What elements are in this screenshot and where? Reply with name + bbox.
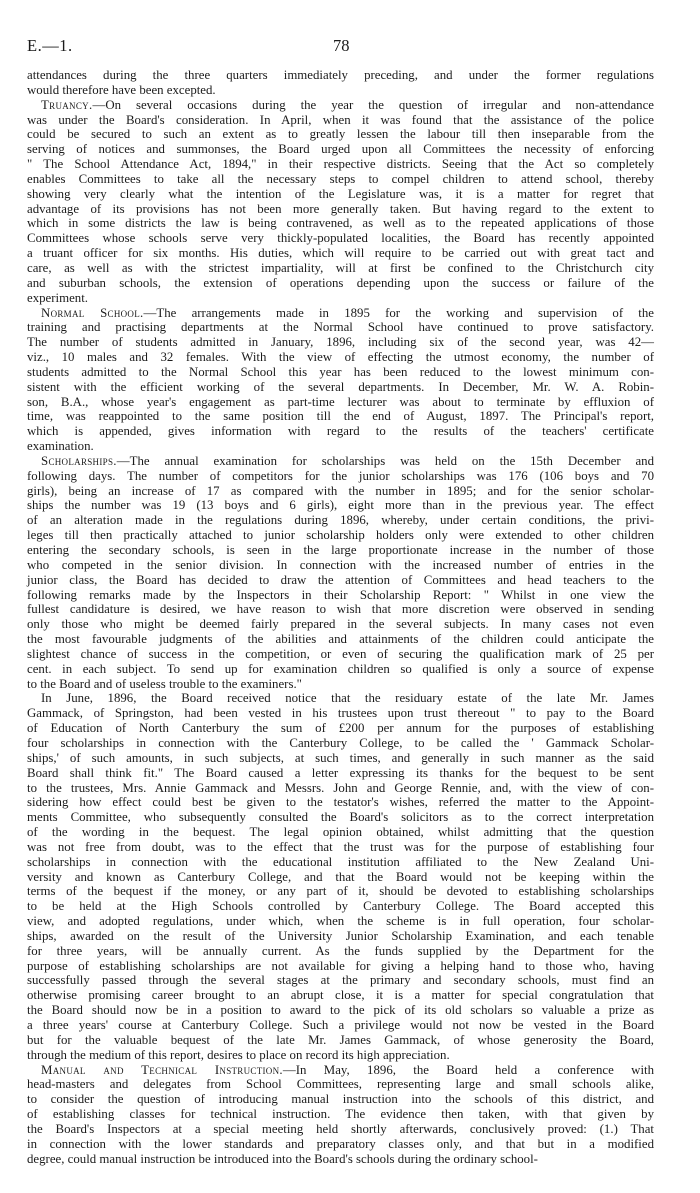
- text-line: [27, 454, 654, 469]
- text-line: [27, 1063, 654, 1078]
- line-text: —In May, 1896, the Board held a conference with: [282, 1062, 654, 1077]
- text-line: [27, 988, 654, 1003]
- line-text: to the trustees, Mrs. Annie Gammack and Messrs. John and George Rennie, and, with the view of con-: [27, 780, 654, 795]
- line-text: ships,' of such amounts, in such subjects, at such times, and generally in such manner as the said: [27, 750, 654, 765]
- text-line: [27, 172, 654, 187]
- line-text: to be held at the High Schools controlled by Canterbury College. The Board accepted this: [27, 899, 654, 914]
- line-text: care, as well as with the strictest impartiality, will at first be confined to the Christchurch city: [27, 260, 654, 275]
- paragraph: [27, 98, 654, 306]
- text-line: [27, 721, 654, 736]
- text-line: [27, 1033, 654, 1048]
- line-text: terms of the bequest if the money, or any part of it, should be devoted to establishing scholarships: [27, 884, 654, 899]
- line-text: ments Committee, who subsequently consulted the Board's solicitors as to the correct interpretation: [27, 810, 654, 825]
- text-line: [27, 202, 654, 217]
- text-line: [27, 617, 654, 632]
- line-text: of the wording in the bequest. The legal opinion obtained, whilst admitting that the question: [27, 825, 654, 840]
- paragraph: [27, 454, 654, 692]
- text-line: [27, 899, 654, 914]
- line-text: Gammack, of Springston, had been vested in his trustees upon trust thereout " to pay to the Board: [27, 706, 654, 721]
- text-line: [27, 677, 654, 692]
- line-text: Board shall think fit." The Board caused a letter expressing its thanks for the bequest to be sent: [27, 765, 654, 780]
- text-line: [27, 83, 654, 98]
- line-text: versity and known as Canterbury College, and that the Board would not be keeping within the: [27, 869, 654, 884]
- text-line: [27, 840, 654, 855]
- line-text: in connection with the lower standards and preparatory classes only, and that but in a modified: [27, 1136, 654, 1151]
- line-text: for three years, will be annually current. As the funds supplied by the Department for the: [27, 943, 654, 958]
- line-text: slightest chance of success in the competition, or even of securing the qualification mark of 25 per: [27, 646, 654, 661]
- paragraph: [27, 68, 654, 98]
- text-line: [27, 558, 654, 573]
- text-line: [27, 884, 654, 899]
- line-text: girls), being an increase of 17 as compared with the number in 1895; and for the senior scholar-: [27, 483, 654, 498]
- text-line: [27, 543, 654, 558]
- line-text: degree, could manual instruction be introduced into the Board's schools during the ordinary school-: [27, 1151, 538, 1166]
- line-text: four scholarships in connection with the Canterbury College, to be called the ' Gammack Scholar-: [27, 735, 654, 750]
- text-line: [27, 68, 654, 83]
- line-text: the most favourable judgments of the abilities and attainments of the children could anticipate the: [27, 632, 654, 647]
- text-line: [27, 395, 654, 410]
- text-line: [27, 127, 654, 142]
- document-body: [27, 68, 654, 1166]
- line-text: examination.: [27, 439, 94, 454]
- line-text: fullest candidature is desired, we have reason to wish that more discretion were observed in sending: [27, 602, 654, 617]
- line-text: viz., 10 males and 32 females. With the view of effecting the utmost economy, the number of: [27, 350, 654, 365]
- text-line: [27, 142, 654, 157]
- text-line: [27, 959, 654, 974]
- text-line: [27, 98, 654, 113]
- line-text: ships, awarded on the result of the University Junior Scholarship Examination, and each tenable: [27, 928, 654, 943]
- line-text: junior class, the Board has decided to draw the attention of Committees and head teachers to the: [27, 572, 654, 587]
- text-line: [27, 766, 654, 781]
- text-line: [27, 216, 654, 231]
- line-text: son, B.A., whose year's engagement as part-time lecturer was about to terminate by effluxion of: [27, 394, 654, 409]
- line-text: and suburban schools, the extension of operations depending upon the success or failure of the: [27, 275, 654, 290]
- text-line: [27, 944, 654, 959]
- text-line: [27, 662, 654, 677]
- text-line: [27, 573, 654, 588]
- text-line: [27, 1092, 654, 1107]
- text-line: [27, 187, 654, 202]
- text-line: [27, 647, 654, 662]
- text-line: [27, 1152, 654, 1167]
- line-text: only those who might be deemed fairly prepared in the several subjects. In many cases not even: [27, 617, 654, 632]
- paragraph: [27, 306, 654, 454]
- text-line: [27, 498, 654, 513]
- line-text: to the Board and of useless trouble to the examiners.": [27, 676, 302, 691]
- text-line: [27, 588, 654, 603]
- line-text: following remarks made by the Inspectors in their Scholarship Report: " Whilst in one view the: [27, 587, 654, 602]
- line-text: serving of notices and summonses, the Board urged upon all Committees the necessity of enforcing: [27, 142, 654, 157]
- text-line: [27, 528, 654, 543]
- line-text: The number of students admitted in January, 1896, including six of the second year, was 42—: [27, 335, 654, 350]
- line-text: entering the secondary schools, is seen in the large proportionate increase in the number of those: [27, 543, 654, 557]
- line-text: students admitted to the Normal School this year has been reduced to the lowest minimum con-: [27, 364, 654, 379]
- section-code: E.—1.: [27, 36, 73, 55]
- line-text: ships the number was 19 (13 boys and 6 girls), eight more than in the previous year. The effect: [27, 498, 654, 513]
- paragraph-heading: Normal School.: [41, 305, 144, 320]
- text-line: [27, 973, 654, 988]
- text-line: [27, 350, 654, 365]
- line-text: a three years' course at Canterbury College. Such a privilege would not now be vested in the Board: [27, 1018, 654, 1032]
- text-line: [27, 291, 654, 306]
- line-text: scholarships in connection with the educational institution affiliated to the New Zealand Uni-: [27, 854, 654, 869]
- paragraph: [27, 691, 654, 1062]
- text-line: [27, 380, 654, 395]
- text-line: [27, 276, 654, 291]
- text-line: [27, 1018, 654, 1033]
- line-text: the Board should now be in a position to award to the pick of its old scholars so valuable a prize as: [27, 1003, 654, 1018]
- text-line: [27, 602, 654, 617]
- text-line: [27, 246, 654, 261]
- paragraph-heading: Truancy.: [41, 97, 93, 112]
- text-line: [27, 691, 654, 706]
- line-text: of Education of North Canterbury the sum of £200 per annum for the purposes of establishing: [27, 721, 654, 736]
- line-text: experiment.: [27, 290, 88, 305]
- text-line: [27, 1107, 654, 1122]
- line-text: was under the Board's consideration. In April, when it was found that the assistance of the police: [27, 112, 654, 127]
- line-text: but for the valuable bequest of the late Mr. James Gammack, of whose generosity the Board,: [27, 1032, 654, 1047]
- line-text: which is appended, gives information with regard to the results of the teachers' certificate: [27, 424, 654, 439]
- line-text: cent. in each subject. To send up for examination children so qualified is only a source of expense: [27, 661, 654, 676]
- text-line: [27, 469, 654, 484]
- line-text: following days. The number of competitors for the junior scholarships was 176 (106 boys and 70: [27, 468, 654, 483]
- text-line: [27, 513, 654, 528]
- line-text: otherwise promising career brought to an abrupt close, it is a matter for special congratulation that: [27, 988, 654, 1003]
- text-line: [27, 1077, 654, 1092]
- text-line: [27, 424, 654, 439]
- line-text: training and practising departments at the Normal School have continued to prove satisfactory.: [27, 320, 654, 335]
- text-line: [27, 231, 654, 246]
- text-line: [27, 1122, 654, 1137]
- text-line: [27, 439, 654, 454]
- line-text: the Board's Inspectors at a special meeting held shortly afterwards, conclusively proved: (1.) That: [27, 1121, 654, 1136]
- text-line: [27, 409, 654, 424]
- text-line: [27, 335, 654, 350]
- line-text: Committees whose schools serve very thickly-populated localities, the Board has recently appointed: [27, 231, 654, 246]
- text-line: [27, 157, 654, 172]
- line-text: was not free from doubt, was to the effect that the trust was for the purpose of establishing four: [27, 839, 654, 854]
- line-text: successfully passed through the several stages at the primary and secondary schools, must find an: [27, 973, 654, 988]
- paragraph-heading: Scholarships.: [41, 453, 117, 468]
- text-line: [27, 320, 654, 335]
- line-text: sistent with the efficient working of the several departments. In December, Mr. W. A. Robin-: [27, 379, 654, 394]
- paragraph-heading: Manual and Technical Instruction.: [41, 1062, 283, 1077]
- line-text: could be secured to such an extent as to greatly lessen the labour till then inseparable from the: [27, 127, 654, 142]
- line-text: attendances during the three quarters immediately preceding, and under the former regulations: [27, 68, 654, 82]
- text-line: [27, 929, 654, 944]
- text-line: [27, 736, 654, 751]
- text-line: [27, 810, 654, 825]
- text-line: [27, 1137, 654, 1152]
- paragraph: [27, 1063, 654, 1167]
- line-text: who competed in the senior division. In connection with the increased number of entries in the: [27, 557, 654, 572]
- text-line: [27, 751, 654, 766]
- line-text: —The arrangements made in 1895 for the working and supervision of the: [143, 305, 654, 320]
- text-line: [27, 306, 654, 321]
- line-text: of an alteration made in the regulations during 1896, whereby, under certain conditions, the privi-: [27, 513, 654, 528]
- text-line: [27, 113, 654, 128]
- line-text: —On several occasions during the year the question of irregular and non-attendance: [92, 97, 654, 112]
- text-line: [27, 484, 654, 499]
- text-line: [27, 870, 654, 885]
- line-text: time, was reappointed to the same position till the end of August, 1897. The Principal's report,: [27, 409, 654, 424]
- text-line: [27, 1048, 654, 1063]
- text-line: [27, 261, 654, 276]
- text-line: [27, 781, 654, 796]
- text-line: [27, 706, 654, 721]
- page-number: 78: [333, 36, 350, 55]
- text-line: [27, 825, 654, 840]
- text-line: [27, 914, 654, 929]
- line-text: advantage of its provisions has not been more generally taken. But having regard to the extent to: [27, 201, 654, 216]
- line-text: through the medium of this report, desires to place on record its high appreciation.: [27, 1047, 450, 1062]
- line-text: a truant officer for six months. His duties, which will require to be carried out with great tact and: [27, 246, 654, 261]
- line-text: head-masters and delegates from School Committees, representing large and small schools alike,: [27, 1077, 654, 1092]
- line-text: In June, 1896, the Board received notice that the residuary estate of the late Mr. James: [41, 691, 654, 706]
- line-text: enables Committees to take all the necessary steps to compel children to attend school, thereby: [27, 171, 654, 186]
- line-text: purpose of establishing scholarships are not available for giving a helping hand to those who, having: [27, 958, 654, 973]
- line-text: " The School Attendance Act, 1894," in their respective districts. Seeing that the Act so completely: [27, 157, 654, 172]
- line-text: —The annual examination for scholarships was held on the 15th December and: [116, 453, 654, 468]
- line-text: view, and adopted regulations, under which, when the scheme is in full operation, four scholar-: [27, 914, 654, 929]
- line-text: would therefore have been excepted.: [27, 82, 216, 97]
- line-text: sidering how effect could best be given to the testator's wishes, referred the matter to the Appoint-: [27, 795, 654, 810]
- line-text: which in some districts the law is being contravened, as well as to the repeated applications of those: [27, 216, 654, 231]
- line-text: showing very clearly what the intention of the Legislature was, it is a matter for regret that: [27, 186, 654, 201]
- text-line: [27, 632, 654, 647]
- text-line: [27, 365, 654, 380]
- text-line: [27, 1003, 654, 1018]
- line-text: to consider the question of introducing manual instruction into the schools of this district, and: [27, 1092, 654, 1107]
- text-line: [27, 855, 654, 870]
- line-text: of establishing classes for technical instruction. The evidence then taken, with that given by: [27, 1107, 654, 1122]
- text-line: [27, 795, 654, 810]
- line-text: leges till then practically attached to junior scholarship holders only were extended to other children: [27, 528, 654, 543]
